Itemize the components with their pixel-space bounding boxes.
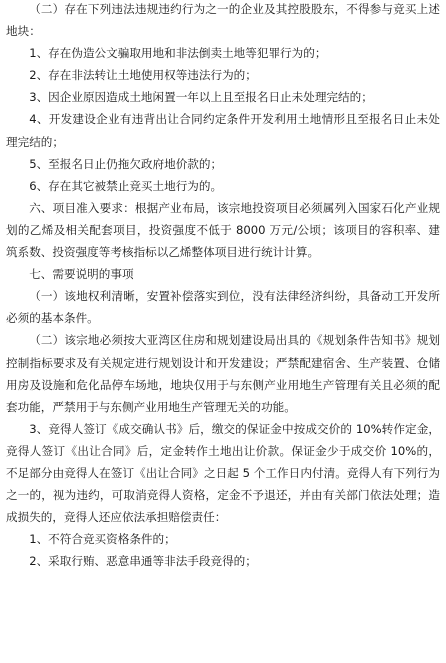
paragraph-disqualification-heading: （二）存在下列违法违规违约行为之一的企业及其控股股东，不得参与竞买上述地块： (6, 2, 440, 39)
paragraph-deposit-terms: 3、竞得人签订《成交确认书》后，缴交的保证金中按成交价的 10%转作定金，竞得人签订《出让合同》后，定金转作土地出让价款。保证金少于成交价 10%的，不足部分由竞得人在签订《出让合同》之日起 5 个工作日内付清。竞得人有下列行为之一的，视为违约，可取消竞得人资格，定金不予退还，并由有关部门依法处理；造成损失的，竞得人还应依法承担赔偿责任： (6, 421, 440, 525)
list-item-bribery: 2、采取行贿、恶意串通等非法手段竞得的； (29, 554, 257, 569)
list-item-idle-land: 3、因企业原因造成土地闲置一年以上且至报名日止未处理完结的； (29, 90, 373, 105)
section-heading-notes: 七、需要说明的事项 (29, 267, 134, 282)
paragraph-land-rights: （一）该地权利清晰，安置补偿落实到位，没有法律经济纠纷，具备动工开发所必须的基本条件。 (6, 289, 440, 326)
list-item-other-prohibited: 6、存在其它被禁止竞买土地行为的。 (29, 178, 223, 193)
list-item-illegal-transfer: 2、存在非法转让土地使用权等违法行为的； (29, 68, 257, 83)
list-item-contract-violation: 4、开发建设企业有违背出让合同约定条件开发利用土地情形且至报名日止未处理完结的； (6, 112, 440, 149)
list-item-forgery: 1、存在伪造公文骗取用地和非法倒卖土地等犯罪行为的； (29, 46, 327, 61)
section-project-access-requirements: 六、项目准入要求：根据产业布局，该宗地投资项目必须属列入国家石化产业规划的乙烯及相关配套项目，投资强度不低于 8000 万元/公顷；该项目的容积率、建筑系数、投资强度等考核指标以乙烯整体项目进行统计计算。 (6, 200, 440, 260)
paragraph-planning-conditions: （二）该宗地必须按大亚湾区住房和规划建设局出具的《规划条件告知书》规划控制指标要求及有关规定进行规划设计和开发建设；严禁配建宿舍、生产装置、仓储用房及设施和危化品停车场地，地块仅用于与东侧产业用地生产管理有关且必须的配套功能，严禁用于与东侧产业用地生产管理无关的功能。 (6, 333, 440, 414)
list-item-unqualified: 1、不符合竞买资格条件的； (29, 532, 176, 547)
list-item-arrears: 5、至报名日止仍拖欠政府地价款的； (29, 156, 223, 171)
